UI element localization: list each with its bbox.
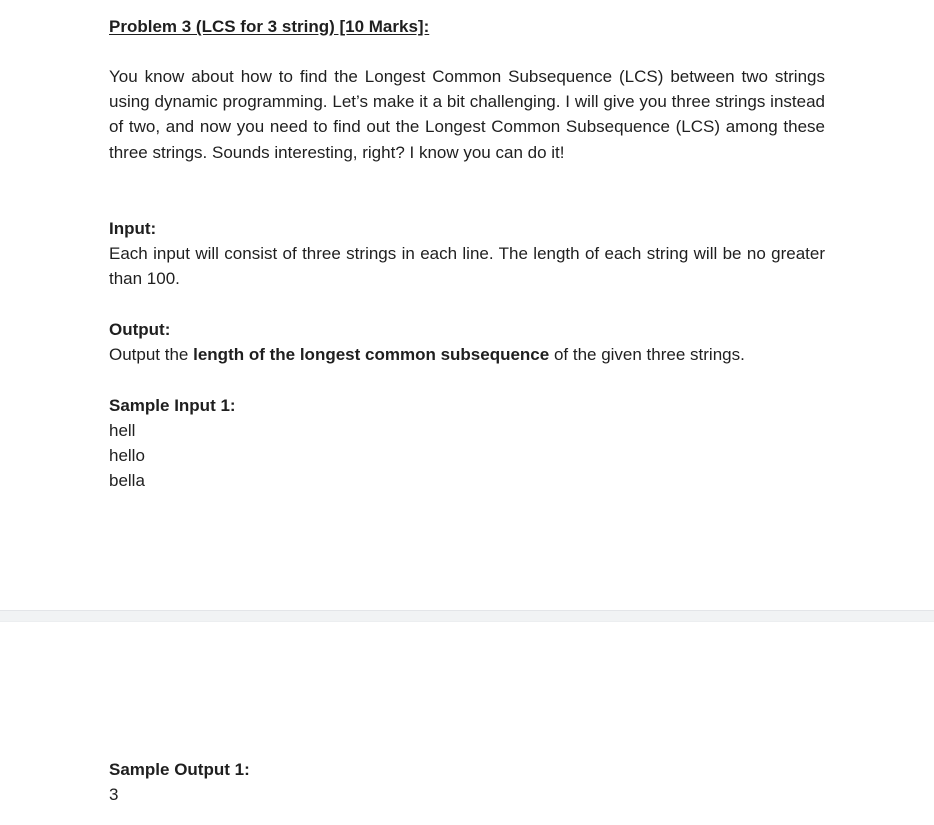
sample-input-block bbox=[109, 418, 825, 494]
sample-input-line: hello bbox=[109, 446, 145, 466]
output-heading: Output: bbox=[109, 320, 171, 339]
input-description: Each input will consist of three strings in each line. The length of each string will be no greater than 100. bbox=[109, 244, 825, 289]
sample-input-heading: Sample Input 1: bbox=[109, 396, 236, 415]
sample-output-value: 3 bbox=[109, 785, 119, 804]
sample-input-line: hell bbox=[109, 421, 136, 440]
problem-title: Problem 3 (LCS for 3 string) [10 Marks]: bbox=[109, 17, 430, 36]
output-text-after: of the given three strings. bbox=[549, 345, 745, 364]
sample-output-heading: Sample Output 1: bbox=[109, 760, 250, 779]
output-text-before: Output the bbox=[109, 345, 194, 364]
input-heading: Input: bbox=[109, 219, 157, 238]
sample-input-line: bella bbox=[109, 471, 145, 491]
problem-description: You know about how to find the Longest Common Subsequence (LCS) between two strings using dynamic programming. Let’s make it a bit challenging. I will give you three strings instead of two, and now you need to find out the Longest Common Subsequence (LCS) among these three strings. Sounds interesting, right? I know you can do it! bbox=[109, 67, 825, 162]
output-text-bold: length of the longest common subsequence bbox=[193, 345, 550, 364]
page-separator bbox=[0, 610, 934, 622]
output-description bbox=[109, 342, 825, 367]
